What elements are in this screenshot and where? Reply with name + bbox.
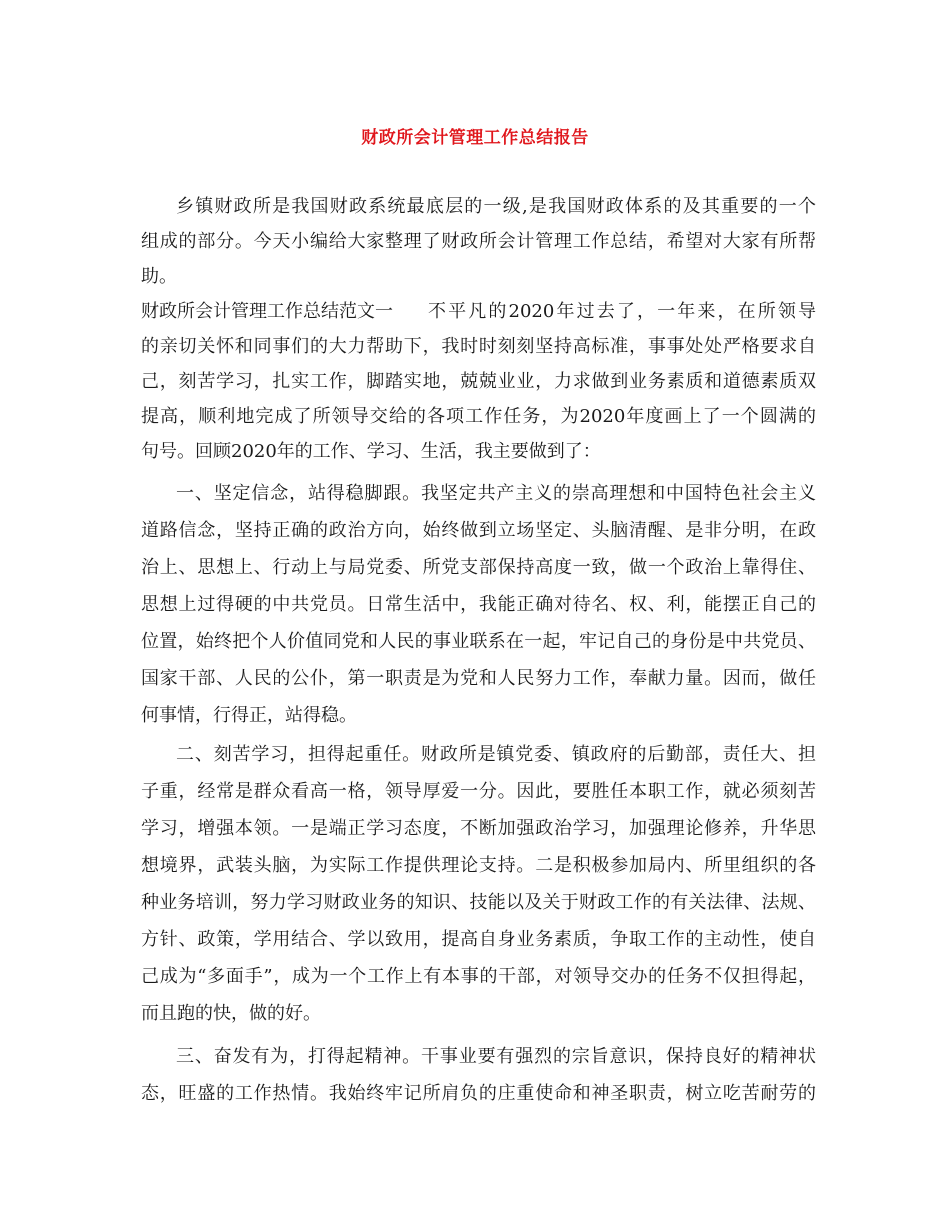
paragraph-line: 己成为“多面手”，成为一个工作上有本事的干部，对领导交办的任务不仅担得起，	[141, 966, 816, 987]
paragraph-line: 乡镇财政所是我国财政系统最底层的一级,是我国财政体系的及其重要的一个	[176, 196, 816, 217]
paragraph-line: 提高，顺利地完成了所领导交给的各项工作任务，为2020年度画上了一个圆满的	[141, 406, 816, 427]
paragraph-line: 三、奋发有为，打得起精神。干事业要有强烈的宗旨意识，保持良好的精神状	[176, 1046, 816, 1067]
paragraph-line: 组成的部分。今天小编给大家整理了财政所会计管理工作总结，希望对大家有所帮	[141, 231, 816, 252]
paragraph-line: 一、坚定信念，站得稳脚跟。我坚定共产主义的崇高理想和中国特色社会主义	[176, 483, 816, 504]
section-intro-row	[141, 298, 816, 326]
paragraph-line: 而且跑的快，做的好。	[141, 1003, 321, 1024]
paragraph-line: 二、刻苦学习，担得起重任。财政所是镇党委、镇政府的后勤部，责任大、担	[176, 744, 816, 765]
paragraph-line: 句号。回顾2020年的工作、学习、生活，我主要做到了：	[141, 441, 601, 462]
paragraph-line: 态，旺盛的工作热情。我始终牢记所肩负的庄重使命和神圣职责，树立吃苦耐劳的	[141, 1083, 816, 1104]
paragraph-line: 治上、思想上、行动上与局党委、所党支部保持高度一致，做一个政治上靠得住、	[141, 557, 816, 578]
paragraph-line: 不平凡的2020年过去了，一年来，在所领导	[428, 301, 816, 322]
paragraph-line: 己，刻苦学习，扎实工作，脚踏实地，兢兢业业，力求做到业务素质和道德素质双	[141, 371, 816, 392]
paragraph-line: 学习，增强本领。一是端正学习态度，不断加强政治学习，加强理论修养，升华思	[141, 818, 816, 839]
paragraph-line: 的亲切关怀和同事们的大力帮助下，我时时刻刻坚持高标准，事事处处严格要求自	[141, 336, 816, 357]
paragraph-line: 种业务培训，努力学习财政业务的知识、技能以及关于财政工作的有关法律、法规、	[141, 892, 816, 913]
paragraph-line: 助。	[141, 266, 177, 287]
paragraph-line: 道路信念，坚持正确的政治方向，始终做到立场坚定、头脑清醒、是非分明，在政	[141, 520, 816, 541]
paragraph-line: 思想上过得硬的中共党员。日常生活中，我能正确对待名、权、利，能摆正自己的	[141, 594, 816, 615]
paragraph-line: 想境界，武装头脑，为实际工作提供理论支持。二是积极参加局内、所里组织的各	[141, 855, 816, 876]
paragraph-line: 位置，始终把个人价值同党和人民的事业联系在一起，牢记自己的身份是中共党员、	[141, 631, 816, 652]
paragraph-line: 何事情，行得正，站得稳。	[141, 705, 357, 726]
paragraph-line: 子重，经常是群众看高一格，领导厚爱一分。因此，要胜任本职工作，就必须刻苦	[141, 781, 816, 802]
section-heading: 财政所会计管理工作总结范文一	[141, 301, 393, 322]
document-title: 财政所会计管理工作总结报告	[361, 128, 589, 148]
paragraph-line: 国家干部、人民的公仆，第一职责是为党和人民努力工作，奉献力量。因而，做任	[141, 668, 816, 689]
paragraph-line: 方针、政策，学用结合、学以致用，提高自身业务素质，争取工作的主动性，使自	[141, 929, 816, 950]
